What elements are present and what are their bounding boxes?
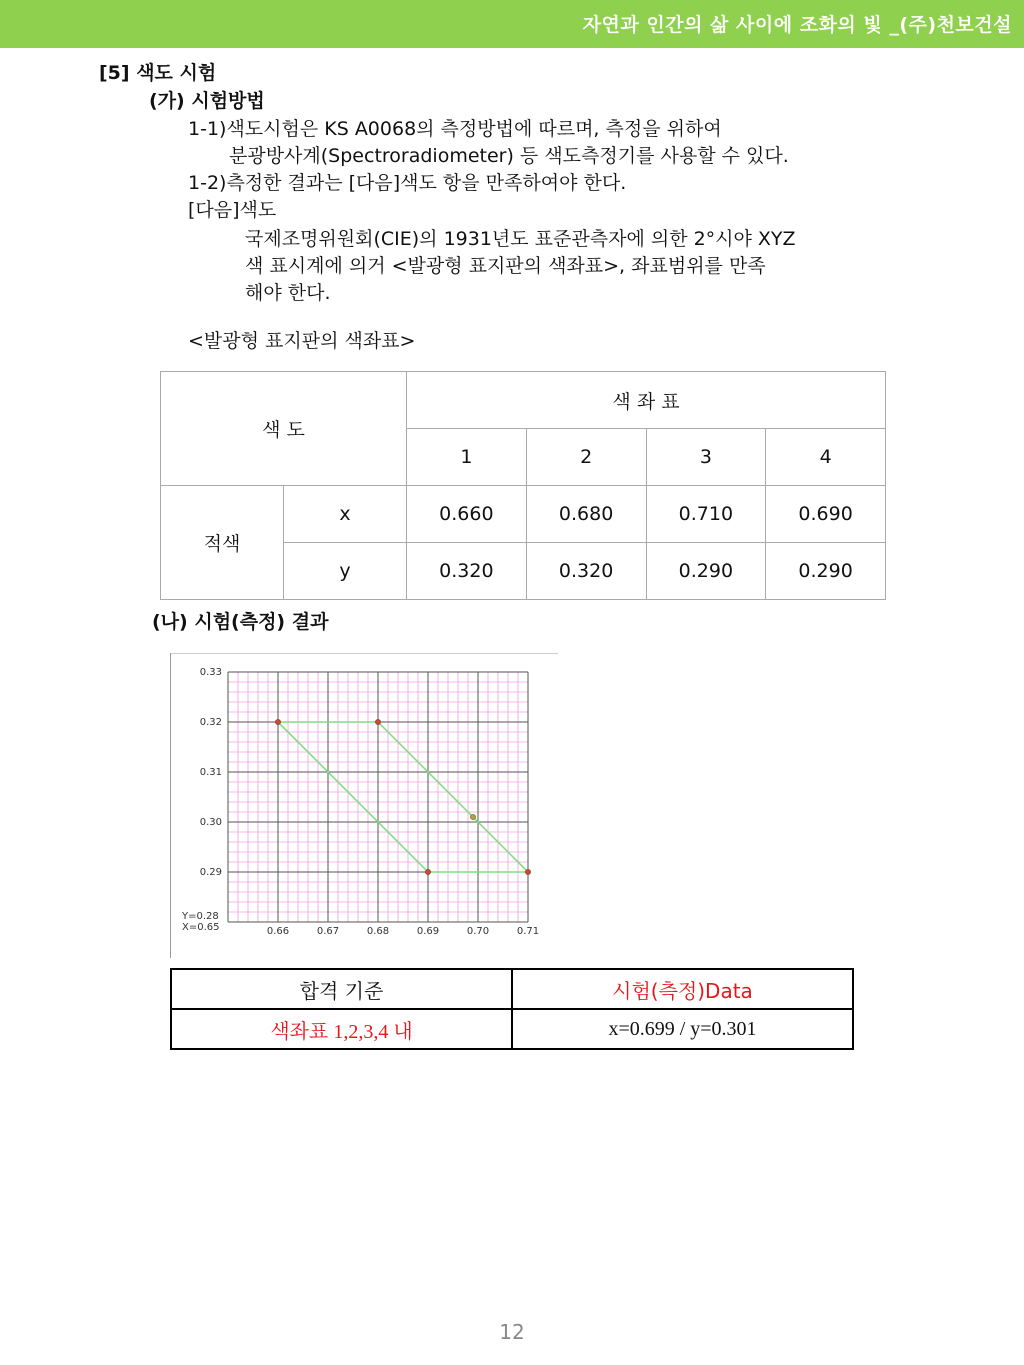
y-tick-label: 0.30 <box>199 817 222 828</box>
corner-point <box>275 719 280 724</box>
header-title: 자연과 인간의 삶 사이에 조화의 빛 _(주)천보건설 <box>582 14 1012 36</box>
table-cell: 0.290 <box>766 543 886 600</box>
method-line-5: 국제조명위원회(CIE)의 1931년도 표준관측자에 의한 2°시야 XYZ <box>245 228 796 250</box>
method-line-2: 분광방사계(Spectroradiometer) 등 색도측정기를 사용할 수 있다. <box>229 145 789 167</box>
table-cell: 0.660 <box>407 486 527 543</box>
result-table <box>170 968 854 1050</box>
method-line-6: 색 표시계에 의거 <발광형 표지판의 색좌표>, 좌표범위를 만족 <box>245 255 766 277</box>
measured-point <box>470 814 475 819</box>
corner-point <box>425 869 430 874</box>
table-cell: 0.680 <box>526 486 646 543</box>
corner-point <box>525 869 530 874</box>
y-tick-label: 0.33 <box>199 667 222 678</box>
color-coordinate-table <box>160 371 886 600</box>
x-tick-label: 0.67 <box>316 926 340 937</box>
table-group-header: 색 좌 표 <box>407 372 886 429</box>
section-title: [5] 색도 시험 <box>99 62 217 84</box>
table-corner-cell: 색 도 <box>161 372 407 486</box>
y-tick-label: 0.32 <box>199 717 222 728</box>
chart-grid <box>228 672 528 922</box>
origin-label-x: X=0.65 <box>182 922 220 933</box>
x-tick-label: 0.69 <box>416 926 440 937</box>
criteria-suffix: 내 <box>393 1018 413 1043</box>
x-tick-label: 0.70 <box>466 926 490 937</box>
corner-point <box>375 719 380 724</box>
header-bar <box>0 0 1024 48</box>
measured-data-cell: x=0.699 / y=0.301 <box>512 1009 853 1049</box>
origin-label-y: Y=0.28 <box>182 911 219 922</box>
table-column-header: 4 <box>766 429 886 486</box>
chromaticity-chart <box>170 653 560 958</box>
method-line-4: [다음]색도 <box>188 199 277 221</box>
table-row-group-red: 적색 <box>161 486 284 600</box>
table-cell: 0.690 <box>766 486 886 543</box>
criteria-numbers: 1,2,3,4 <box>328 1020 394 1043</box>
result-heading: (나) 시험(측정) 결과 <box>152 611 329 633</box>
method-line-1: 1-1)색도시험은 KS A0068의 측정방법에 따르며, 측정을 위하여 <box>188 118 722 140</box>
x-tick-label: 0.71 <box>516 926 540 937</box>
table-caption: <발광형 표지판의 색좌표> <box>188 330 416 352</box>
table-column-header: 2 <box>526 429 646 486</box>
x-tick-label: 0.68 <box>366 926 390 937</box>
method-line-3: 1-2)측정한 결과는 [다음]색도 항을 만족하여야 한다. <box>188 172 627 194</box>
method-line-7: 해야 한다. <box>245 282 331 304</box>
method-heading: (가) 시험방법 <box>149 90 265 112</box>
table-cell: 0.320 <box>526 543 646 600</box>
x-tick-label: 0.66 <box>266 926 290 937</box>
page-number: 12 <box>499 1320 525 1344</box>
table-column-header: 3 <box>646 429 766 486</box>
table-column-header: 1 <box>407 429 527 486</box>
table-cell: 0.710 <box>646 486 766 543</box>
y-tick-label: 0.31 <box>199 767 222 778</box>
y-tick-label: 0.29 <box>199 867 222 878</box>
data-header: 시험(측정)Data <box>512 969 853 1009</box>
table-axis-y: y <box>284 543 407 600</box>
table-axis-x: x <box>284 486 407 543</box>
table-cell: 0.320 <box>407 543 527 600</box>
chart-svg <box>170 653 560 958</box>
table-cell: 0.290 <box>646 543 766 600</box>
criteria-header: 합격 기준 <box>171 969 512 1009</box>
criteria-prefix: 색좌표 <box>270 1018 329 1043</box>
criteria-cell <box>171 1009 512 1049</box>
